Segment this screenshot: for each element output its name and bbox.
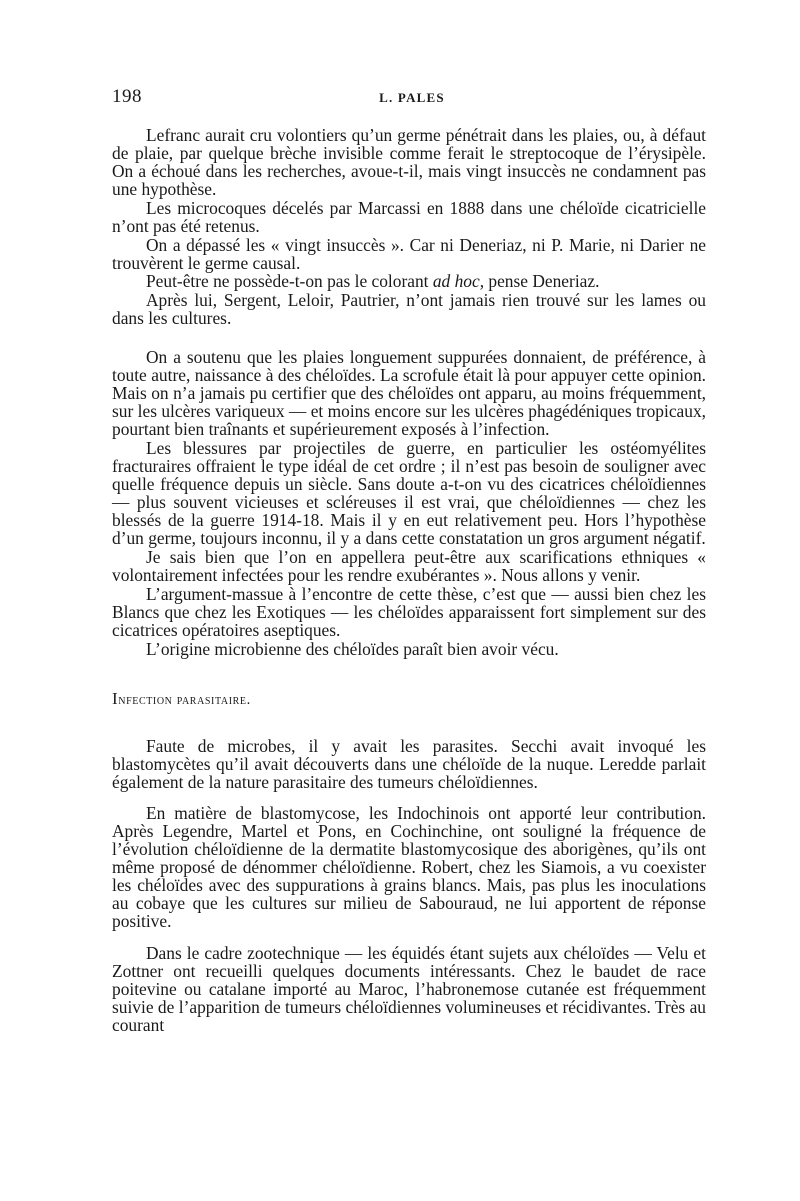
page-header (112, 86, 712, 110)
section-heading-initial: I (112, 688, 119, 708)
paragraph: On a soutenu que les plaies longuement suppurées donnaient, de préférence, à toute autre, naissance à des chéloïdes. La scrofule était là pour appuyer cette opinion. Mais on n’a jamais pu certifier que des chéloïdes ont apparu, au moins fréquemment, sur les ulcères variqueux — et moins encore sur les ulcères phagédéniques tropicaux, pourtant bien traînants et supérieurement exposés à l’infection. (112, 347, 706, 440)
paragraph-ad-hoc (112, 272, 706, 290)
page-number: 198 (112, 86, 142, 107)
body-text (112, 126, 706, 1035)
paragraph: Faute de microbes, il y avait les parasites. Secchi avait invoqué les blastomycètes qu’il avait découverts dans une chéloïde de la nuque. Leredde parlait également de la nature parasitaire des tumeurs chéloïdiennes. (112, 735, 706, 792)
section-heading-rest: nfection parasitaire. (118, 691, 251, 708)
paragraph: On a dépassé les « vingt insuccès ». Car ni Deneriaz, ni P. Marie, ni Darier ne trouvèrent le germe causal. (112, 234, 706, 273)
text-run: pense Deneriaz. (484, 271, 600, 292)
paragraph: L’origine microbienne des chéloïdes paraît bien avoir vécu. (146, 638, 559, 659)
paragraph: Après lui, Sergent, Leloir, Pautrier, n’ont jamais rien trouvé sur les lames ou dans les cultures. (112, 289, 706, 328)
text-run: Peut-être ne possède-t-on pas le colorant (146, 271, 433, 292)
paragraph: Dans le cadre zootechnique — les équidés étant sujets aux chéloïdes — Velu et Zottner ont recueilli quelques documents intéressants. Chez le baudet de race poitevine ou catalane importé au Maroc, l’habronemose cutanée est fréquemment suivie de l’apparition de tumeurs chéloïdiennes volumineuses et récidivantes. Très au courant (112, 942, 706, 1035)
paragraph: Lefranc aurait cru volontiers qu’un germe pénétrait dans les plaies, ou, à défaut de plaie, par quelque brèche invisible comme ferait le streptocoque de l’érysipèle. On a échoué dans les recherches, avoue-t-il, mais vingt insuccès ne condamnent pas une hypothèse. (112, 125, 706, 200)
paragraph: Les microcoques décelés par Marcassi en 1888 dans une chéloïde cicatricielle n’ont pas été retenus. (112, 197, 706, 236)
paragraph: Je sais bien que l’on en appellera peut-être aux scarifications ethniques « volontairement infectées pour les rendre exubérantes ». Nous allons y venir. (112, 547, 706, 586)
paragraph: L’argument-massue à l’encontre de cette thèse, c’est que — aussi bien chez les Blancs que chez les Exotiques — les chéloïdes apparaissent fort simplement sur des cicatrices opératoires aseptiques. (112, 583, 706, 640)
paragraph: En matière de blastomycose, les Indochinois ont apporté leur contribution. Après Legendre, Martel et Pons, en Cochinchine, ont souligné la fréquence de l’évolution chéloïdienne de la dermatite blastomycosique des aborigènes, qu’ils ont même proposé de dénommer chéloïdienne. Robert, chez les Siamois, a vu coexister les chéloïdes avec des suppurations à grains blancs. Mais, pas plus les inoculations au cobaye que les cultures sur milieu de Sabouraud, ne lui apportent de réponse positive. (112, 802, 706, 932)
section-heading (112, 689, 706, 709)
italic-term: ad hoc, (432, 271, 485, 292)
paragraph: Les blessures par projectiles de guerre, en particulier les ostéomyélites fracturaires offraient le type idéal de cet ordre ; il n’est pas besoin de souligner avec quelle fréquence depuis un siècle. Sans doute a-t-on vu des cicatrices chéloïdiennes — plus souvent vicieuses et scléreuses il est vrai, que chéloïdiennes — chez les blessés de la guerre 1914-18. Mais il y en eut relativement peu. Hors l’hypothèse d’un germe, toujours inconnu, il y a dans cette constatation un gros argument négatif. (112, 438, 706, 549)
running-head: L. PALES (379, 90, 445, 105)
